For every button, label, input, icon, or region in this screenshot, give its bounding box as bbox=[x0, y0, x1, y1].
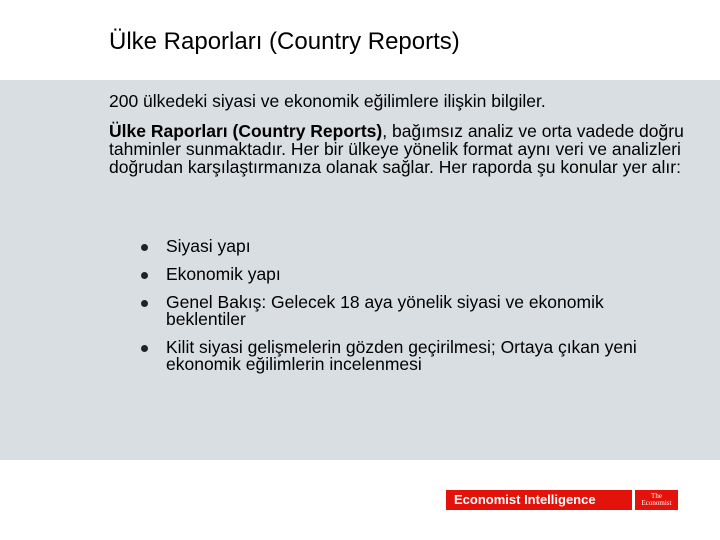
list-item-text: Genel Bakış: Gelecek 18 aya yönelik siyasi ve ekonomik beklentiler bbox=[166, 292, 604, 329]
list-item-text: Ekonomik yapı bbox=[166, 264, 281, 284]
economist-logo-line2: Economist bbox=[641, 499, 672, 507]
economist-logo-line1: The bbox=[651, 492, 662, 500]
list-item-text: Kilit siyasi gelişmelerin gözden geçirilmesi; Ortaya çıkan yeni ekonomik eğilimlerin incelenmesi bbox=[166, 337, 637, 374]
list-item-text: Siyasi yapı bbox=[166, 236, 251, 256]
list-item bbox=[141, 238, 681, 255]
lead-text: 200 ülkedeki siyasi ve ekonomik eğilimlere ilişkin bilgiler. bbox=[109, 91, 546, 111]
eiu-logo-text: Economist Intelligence Unit bbox=[446, 490, 632, 510]
bullet-icon bbox=[141, 272, 148, 279]
topic-list bbox=[141, 238, 681, 384]
list-item bbox=[141, 339, 681, 373]
list-item bbox=[141, 294, 681, 328]
paragraph-text: , bağımsız analiz ve orta vadede doğru tahminler sunmaktadır. Her bir ülkeye yönelik format aynı veri ve analizleri doğrudan karşılaştırmanıza olanak sağlar. Her raporda şu konular yer alır: bbox=[109, 121, 684, 177]
slide-title: Ülke Raporları (Country Reports) bbox=[109, 28, 460, 55]
economist-logo bbox=[635, 490, 678, 510]
eiu-logo bbox=[446, 490, 678, 527]
list-item bbox=[141, 266, 681, 283]
bullet-icon bbox=[141, 345, 148, 352]
bullet-icon bbox=[141, 300, 148, 307]
description-paragraph bbox=[109, 122, 684, 176]
paragraph-bold-text: Ülke Raporları (Country Reports) bbox=[109, 121, 383, 141]
bullet-icon bbox=[141, 244, 148, 251]
